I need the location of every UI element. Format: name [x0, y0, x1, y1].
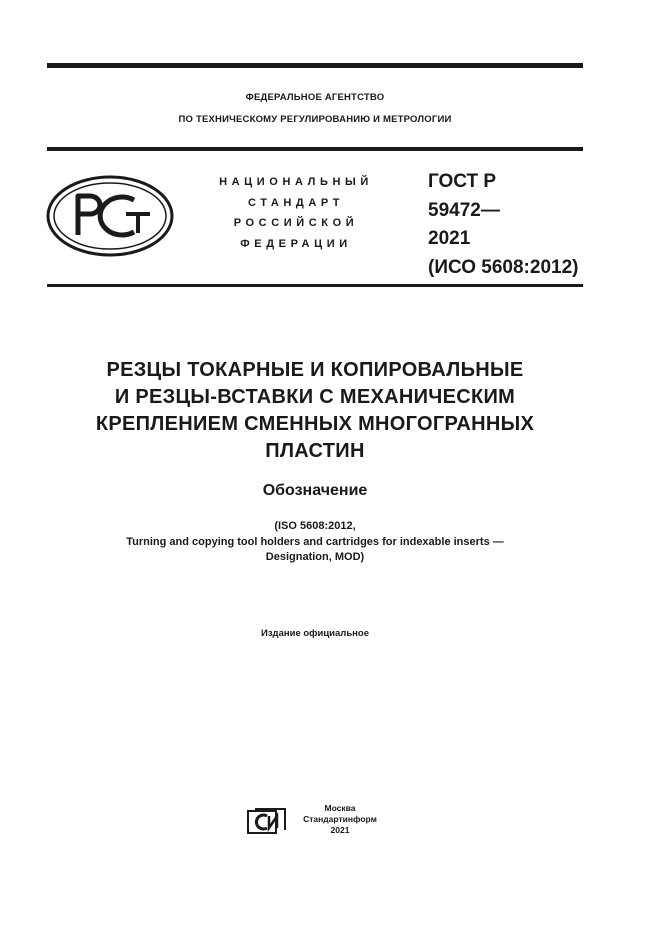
designation-line: ГОСТ Р [428, 171, 497, 192]
designation-line: (ИСО 5608:2012) [428, 256, 579, 278]
rst-certification-mark-icon [46, 175, 174, 257]
national-standard-line: СТАНДАРТ [247, 196, 345, 209]
header-bottom-rule [47, 284, 583, 287]
publisher-name: Стандартинформ [303, 814, 377, 824]
national-standard-line: ФЕДЕРАЦИИ [240, 237, 352, 250]
designation-line: 2021 [428, 228, 471, 249]
agency-name-line-2: ПО ТЕХНИЧЕСКОМУ РЕГУЛИРОВАНИЮ И МЕТРОЛОГИИ [178, 114, 452, 125]
edition-label: Издание официальное [261, 628, 369, 639]
iso-reference-line: (ISO 5608:2012, [274, 520, 356, 532]
agency-name-line-1: ФЕДЕРАЛЬНОЕ АГЕНТСТВО [245, 92, 385, 103]
title-line: КРЕПЛЕНИЕМ СМЕННЫХ МНОГОГРАННЫХ [95, 413, 535, 435]
publisher-city: Москва [324, 803, 356, 813]
header-rule [47, 147, 583, 151]
national-standard-line: РОССИЙСКОЙ [233, 217, 359, 229]
document-subtitle: Обозначение [262, 482, 368, 499]
standard-designation [428, 168, 588, 282]
title-line: ПЛАСТИН [265, 440, 365, 462]
iso-reference [40, 519, 590, 566]
title-line: И РЕЗЦЫ-ВСТАВКИ С МЕХАНИЧЕСКИМ [114, 386, 516, 408]
publisher-block [292, 803, 388, 836]
iso-reference-line: Designation, MOD) [265, 551, 365, 563]
national-standard-label [196, 172, 396, 254]
standartinform-logo-icon [247, 806, 287, 836]
iso-reference-line: Turning and copying tool holders and cartridges for indexable inserts — [126, 535, 504, 548]
title-line: РЕЗЦЫ ТОКАРНЫЕ И КОПИРОВАЛЬНЫЕ [106, 359, 524, 381]
national-standard-line: НАЦИОНАЛЬНЫЙ [219, 176, 373, 188]
designation-line: 59472— [428, 199, 500, 221]
publisher-year: 2021 [330, 825, 350, 835]
document-title [40, 357, 590, 465]
top-rule [47, 63, 583, 68]
